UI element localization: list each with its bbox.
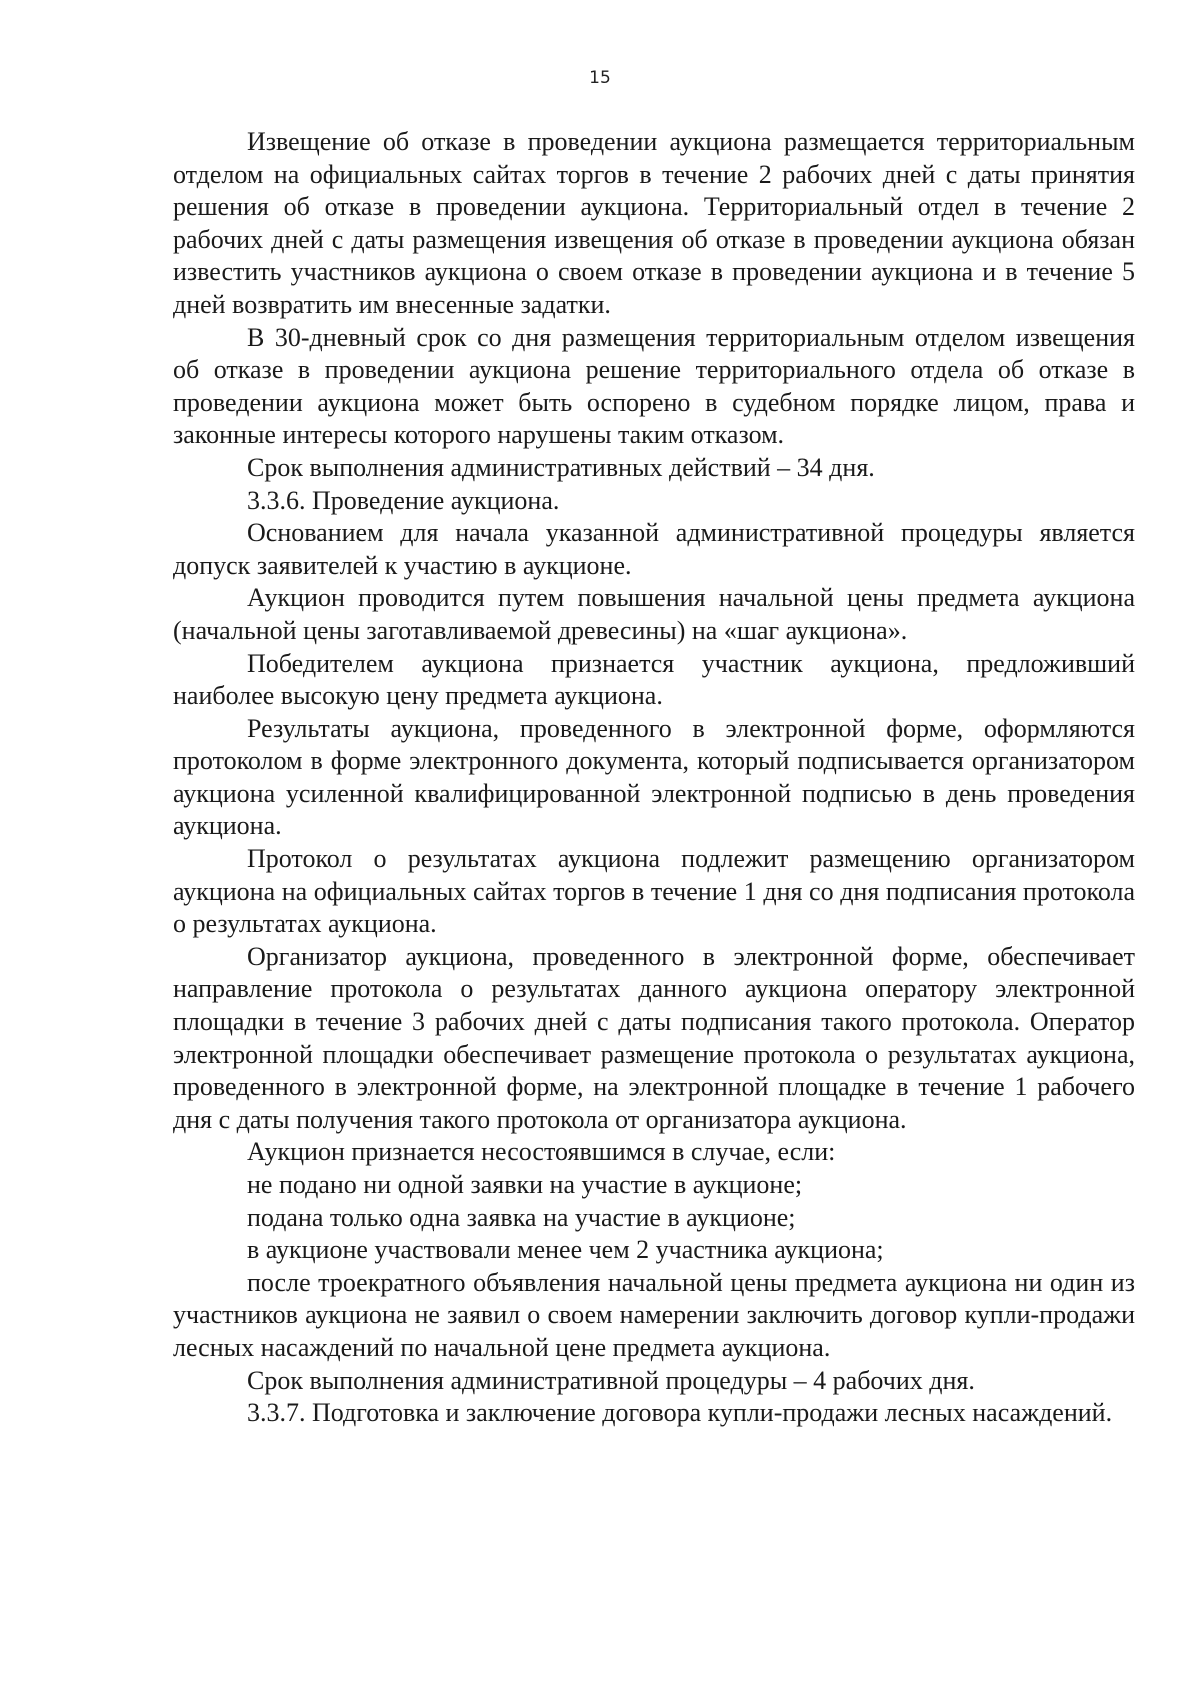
paragraph-electronic-results: Результаты аукциона, проведенного в электронной форме, оформляются протоколом в форме электронного документа, который подписывается организатором аукциона усиленной квалифицированной электронной подписью в день проведения аукциона. [173, 713, 1135, 841]
page-number: 15 [589, 68, 611, 88]
paragraph-admin-actions-term: Срок выполнения административных действий – 34 дня. [247, 452, 875, 482]
paragraph-refusal-notice: Извещение об отказе в проведении аукциона размещается территориальным отделом на официальных сайтах торгов в течение 2 рабочих дней с даты принятия решения об отказе в проведении аукциона. Территориальный отдел в течение 2 рабочих дней с даты размещения извещения об отказе в проведении аукциона обязан известить участников аукциона о своем отказе в проведении аукциона и в течение 5 дней возвратить им внесенные задатки. [173, 127, 1135, 319]
paragraph-failed-auction-intro: Аукцион признается несостоявшимся в случае, если: [247, 1137, 836, 1167]
list-item-single-application: подана только одна заявка на участие в аукционе; [247, 1202, 796, 1232]
document-body [173, 126, 1135, 1430]
list-item-no-applications: не подано ни одной заявки на участие в аукционе; [247, 1170, 803, 1199]
paragraph-organizer-obligations: Организатор аукциона, проведенного в электронной форме, обеспечивает направление протокола о результатах данного аукциона оператору электронной площадки в течение 3 рабочих дней с даты подписания такого протокола. Оператор электронной площадки обеспечивает размещение протокола о результатах аукциона, проведенного в электронной форме, на электронной площадке в течение 1 рабочего дня с даты получения такого протокола от организатора аукциона. [173, 941, 1135, 1134]
paragraph-appeal-period: В 30-дневный срок со дня размещения территориальным отделом извещения об отказе в проведении аукциона решение территориального отдела об отказе в проведении аукциона может быть оспорено в судебном порядке лицом, права и законные интересы которого нарушены таким отказом. [173, 322, 1135, 450]
paragraph-auction-method: Аукцион проводится путем повышения начальной цены предмета аукциона (начальной цены заготавливаемой древесины) на «шаг аукциона». [173, 583, 1135, 645]
list-item-few-participants: в аукционе участвовали менее чем 2 участника аукциона; [247, 1235, 884, 1265]
paragraph-winner: Победителем аукциона признается участник аукциона, предложивший наиболее высокую цену предмета аукциона. [173, 648, 1135, 711]
paragraph-procedure-term: Срок выполнения административной процедуры – 4 рабочих дня. [247, 1365, 975, 1395]
section-heading-3-3-7: 3.3.7. Подготовка и заключение договора купли-продажи лесных насаждений. [247, 1398, 1113, 1428]
paragraph-procedure-basis: Основанием для начала указанной административной процедуры является допуск заявителей к участию в аукционе. [173, 518, 1135, 580]
paragraph-protocol-publication: Протокол о результатах аукциона подлежит размещению организатором аукциона на официальных сайтах торгов в течение 1 дня со дня подписания протокола о результатах аукциона. [173, 844, 1135, 939]
section-heading-3-3-6: 3.3.6. Проведение аукциона. [247, 485, 560, 515]
list-item-no-bids: после троекратного объявления начальной цены предмета аукциона ни один из участников аукциона не заявил о своем намерении заключить договор купли-продажи лесных насаждений по начальной цене предмета аукциона. [173, 1267, 1135, 1362]
